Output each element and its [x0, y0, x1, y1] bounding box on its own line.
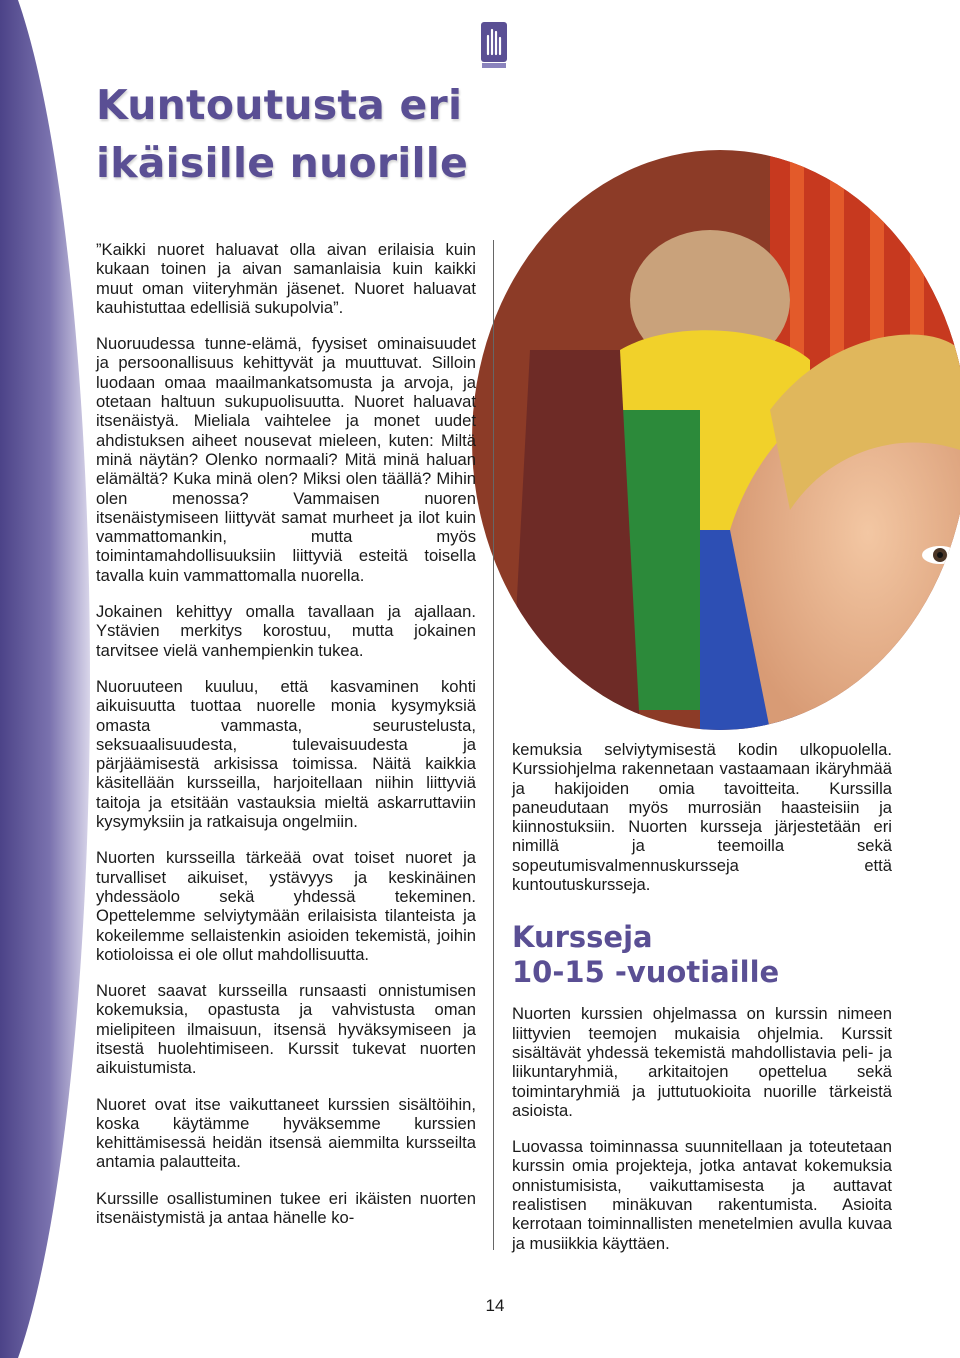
paragraph: Nuoret ovat itse vaikuttaneet kurssien sisältöihin, koska käytämme hyväksemme kurssien kehittämisessä heidän itsensä aiemmilta kursseilta antamia palautteita.: [96, 1094, 476, 1172]
section-heading-line-2: 10-15 -vuotiaille: [512, 955, 780, 990]
section-heading-line-1: Kursseja: [512, 920, 653, 955]
page-title-line-1: Kuntoutusta eri: [96, 81, 463, 129]
column-divider-left: [493, 240, 494, 1250]
section-heading: [512, 920, 892, 990]
paragraph: Nuorten kurssien ohjelmassa on kurssin nimeen liittyvien teemojen mukaisia ohjelmia. Kurssit sisältävät yhdessä tekemistä mahdollistavia peli- ja liikuntaryhmiä, arkitaitojen opettelua sekä toimintaryhmiä ja juttutuokioita nuorille tärkeistä asioista.: [512, 1004, 892, 1120]
decorative-side-band: [0, 0, 90, 1358]
left-column: [96, 240, 476, 1244]
hand-logo-icon: [478, 20, 510, 70]
paragraph: Nuoruudessa tunne-elämä, fyysiset ominaisuudet ja persoonallisuus kehittyvät ja muuttuvat. Silloin luodaan omaa maailmankatsomusta ja arvoja, ja otetaan haltuun sukupuolisuutta. Nuoret haluavat itsenäistyä. Mieliala vaihtelee ja monet uudet ahdistuksen aiheet nousevat mieleen, kuten: Miltä minä näytän? Olenko normaali? Mitä minä haluan elämältä? Kuka minä olen? Miksi olen täällä? Mihin olen menossa? Vammaisen nuoren itsenäistymiseen liittyvät samat murheet ja ilot kuin vammattomankin, mutta myös toimintamahdollisuuksiin liittyviä esteitä toisella tavalla kuin vammattomalla nuorella.: [96, 334, 476, 585]
page-title: [96, 76, 468, 192]
paragraph: Jokainen kehittyy omalla tavallaan ja ajallaan. Ystävien merkitys korostuu, mutta jokainen tarvitsee vielä vanhempienkin tukea.: [96, 602, 476, 660]
paragraph-quote: ”Kaikki nuoret haluavat olla aivan erilaisia kuin kukaan toinen ja aivan samanlaisia kuin kaikki muut oman viiteryhmän jäsenet. Nuoret haluavat kauhistuttaa edellisiä sukupolvia”.: [96, 240, 476, 317]
paragraph: Luovassa toiminnassa suunnitellaan ja toteutetaan kurssin omia projekteja, jotka antavat kokemuksia onnistumisista, vaikuttamisesta ja auttavat realistisen minäkuvan rakentumista. Asioita kerrotaan toiminnallisten menetelmien avulla kuvaa ja musiikkia käyttäen.: [512, 1137, 892, 1253]
right-column: [512, 740, 892, 1270]
paragraph: Nuoret saavat kursseilla runsaasti onnistumisen kokemuksia, opastusta ja vahvistusta oman mielipiteen ilmaisuun, itsensä hyväksymiseen ja itsestä huolehtimiseen. Kurssit tukevat nuorten aikuistumista.: [96, 981, 476, 1078]
page-number: 14: [485, 1296, 505, 1315]
paragraph: Nuoruuteen kuuluu, että kasvaminen kohti aikuisuutta tuottaa nuorelle monia kysymyksiä omasta vammasta, seurustelusta, seksuaalisuudesta, tulevaisuudesta ja pärjäämisestä arkisissa toimissa. Näitä kaikkia käsitellään kursseilla, harjoitellaan niihin liittyviä taitoja ja etsitään vastauksia mieltä askarruttaviin kysymyksiin ja ratkaisuja ongelmiin.: [96, 676, 476, 832]
paragraph: Kurssille osallistuminen tukee eri ikäisten nuorten itsenäistymistä ja antaa hänelle ko-: [96, 1188, 476, 1228]
paragraph-continued: kemuksia selviytymisestä kodin ulkopuolella. Kurssiohjelma rakennetaan vastaamaan ikäryhmää ja hakijoiden omia tavoitteita. Kurssilla paneudutaan myös murrosiän haasteisiin ja kiinnostuksiin. Nuorten kursseja järjestetään eri nimillä ja teemoilla sekä sopeutumisvalmennuskursseja että kuntoutuskursseja.: [512, 740, 892, 895]
photo-children: [470, 150, 960, 730]
paragraph: Nuorten kursseilla tärkeää ovat toiset nuoret ja turvalliset aikuiset, ystävyys ja keskinäinen yhdessäolo sekä yhdessä tekeminen. Opettelemme selviytymään erilaisista tilanteista ja kokeilemme sellaistenkin asioiden tekemistä, joihin kotioloissa ei ole ollut mahdollisuutta.: [96, 848, 476, 964]
page-title-line-2: ikäisille nuorille: [96, 139, 469, 187]
